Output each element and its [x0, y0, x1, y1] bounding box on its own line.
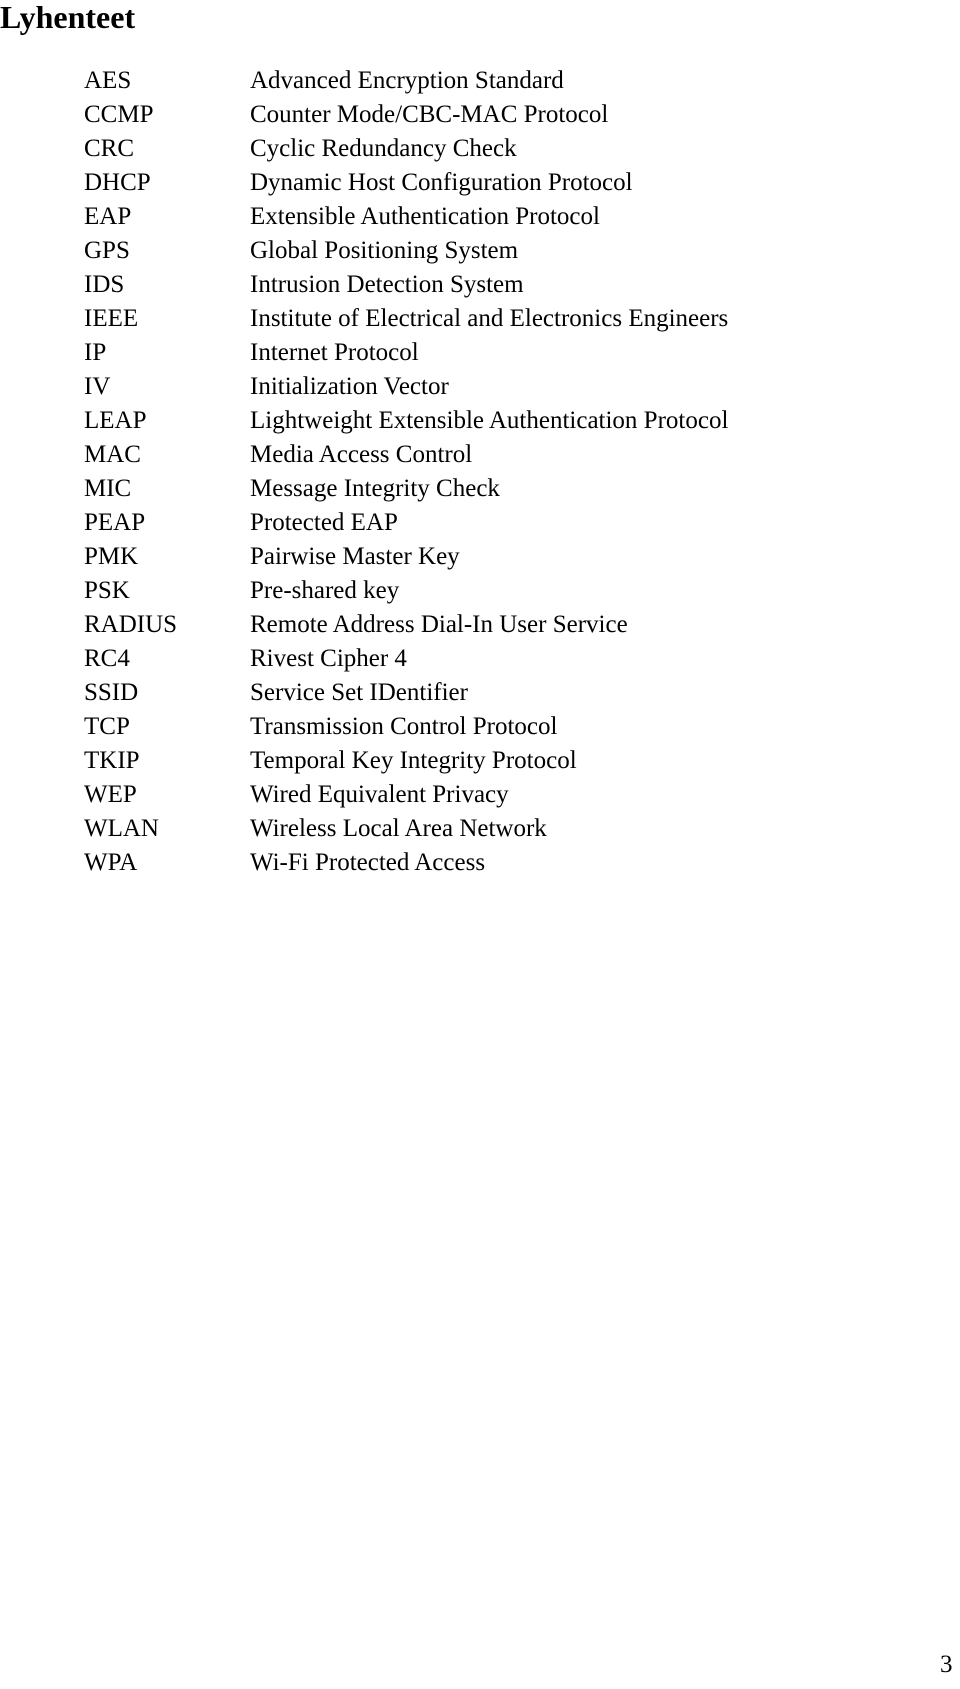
abbreviation-row — [84, 64, 728, 98]
abbreviation-row — [84, 744, 728, 778]
abbreviation-row — [84, 778, 728, 812]
abbreviation-row — [84, 268, 728, 302]
abbreviation-row — [84, 676, 728, 710]
abbreviation-term: WPA — [84, 849, 138, 876]
abbreviation-definition: Global Positioning System — [250, 237, 519, 264]
abbreviation-term: WLAN — [84, 815, 159, 842]
abbreviation-term: PMK — [84, 543, 139, 570]
abbreviation-row — [84, 846, 728, 880]
abbreviation-definition: Temporal Key Integrity Protocol — [250, 747, 577, 774]
abbreviation-row — [84, 404, 728, 438]
abbreviation-term: CRC — [84, 135, 135, 162]
abbreviation-row — [84, 234, 728, 268]
abbreviation-term: AES — [84, 67, 132, 94]
abbreviation-definition: Wi-Fi Protected Access — [250, 849, 486, 876]
abbreviation-row — [84, 608, 728, 642]
abbreviation-definition: Dynamic Host Configuration Protocol — [250, 169, 633, 196]
abbreviation-term: RADIUS — [84, 611, 178, 638]
abbreviation-definition: Lightweight Extensible Authentication Protocol — [250, 407, 729, 434]
abbreviation-definition: Transmission Control Protocol — [250, 713, 558, 740]
abbreviation-term: IDS — [84, 271, 125, 298]
abbreviation-term: WEP — [84, 781, 137, 808]
abbreviation-definition: Internet Protocol — [250, 339, 419, 366]
abbreviation-definition: Rivest Cipher 4 — [250, 645, 407, 672]
abbreviation-term: IP — [84, 339, 107, 366]
abbreviation-term: EAP — [84, 203, 132, 230]
abbreviation-term: RC4 — [84, 645, 130, 672]
abbreviation-term: TCP — [84, 713, 130, 740]
abbreviation-term: MIC — [84, 475, 132, 502]
abbreviation-row — [84, 370, 728, 404]
abbreviation-term: IV — [84, 373, 111, 400]
abbreviation-definition: Counter Mode/CBC-MAC Protocol — [250, 101, 609, 128]
abbreviation-term: PSK — [84, 577, 130, 604]
abbreviation-row — [84, 132, 728, 166]
abbreviation-row — [84, 574, 728, 608]
abbreviation-term: TKIP — [84, 747, 140, 774]
abbreviation-definition: Pairwise Master Key — [250, 543, 460, 570]
abbreviation-definition: Cyclic Redundancy Check — [250, 135, 517, 162]
abbreviation-row — [84, 540, 728, 574]
abbreviation-definition: Wireless Local Area Network — [250, 815, 547, 842]
abbreviation-row — [84, 710, 728, 744]
abbreviation-row — [84, 506, 728, 540]
abbreviation-term: GPS — [84, 237, 130, 264]
abbreviation-term: CCMP — [84, 101, 154, 128]
abbreviation-definition: Initialization Vector — [250, 373, 449, 400]
abbreviation-row — [84, 642, 728, 676]
abbreviation-row — [84, 472, 728, 506]
abbreviation-row — [84, 200, 728, 234]
abbreviation-term: MAC — [84, 441, 141, 468]
abbreviation-definition: Institute of Electrical and Electronics Engineers — [250, 305, 729, 332]
abbreviation-term: PEAP — [84, 509, 146, 536]
abbreviation-definition: Protected EAP — [250, 509, 398, 536]
abbreviation-definition: Message Integrity Check — [250, 475, 500, 502]
abbreviation-list — [84, 64, 728, 880]
abbreviation-row — [84, 336, 728, 370]
abbreviation-definition: Intrusion Detection System — [250, 271, 524, 298]
abbreviation-row — [84, 302, 728, 336]
abbreviation-row — [84, 98, 728, 132]
abbreviation-row — [84, 812, 728, 846]
abbreviation-definition: Pre-shared key — [250, 577, 400, 604]
page-number: 3 — [940, 1651, 953, 1678]
abbreviation-term: DHCP — [84, 169, 151, 196]
abbreviation-term: IEEE — [84, 305, 139, 332]
abbreviation-definition: Remote Address Dial-In User Service — [250, 611, 628, 638]
abbreviation-row — [84, 438, 728, 472]
abbreviation-term: LEAP — [84, 407, 147, 434]
abbreviation-row — [84, 166, 728, 200]
abbreviation-definition: Media Access Control — [250, 441, 473, 468]
abbreviation-definition: Service Set IDentifier — [250, 679, 468, 706]
abbreviation-definition: Extensible Authentication Protocol — [250, 203, 600, 230]
page-title: Lyhenteet — [0, 0, 136, 35]
abbreviation-definition: Advanced Encryption Standard — [250, 67, 564, 94]
abbreviation-term: SSID — [84, 679, 139, 706]
abbreviation-definition: Wired Equivalent Privacy — [250, 781, 509, 808]
